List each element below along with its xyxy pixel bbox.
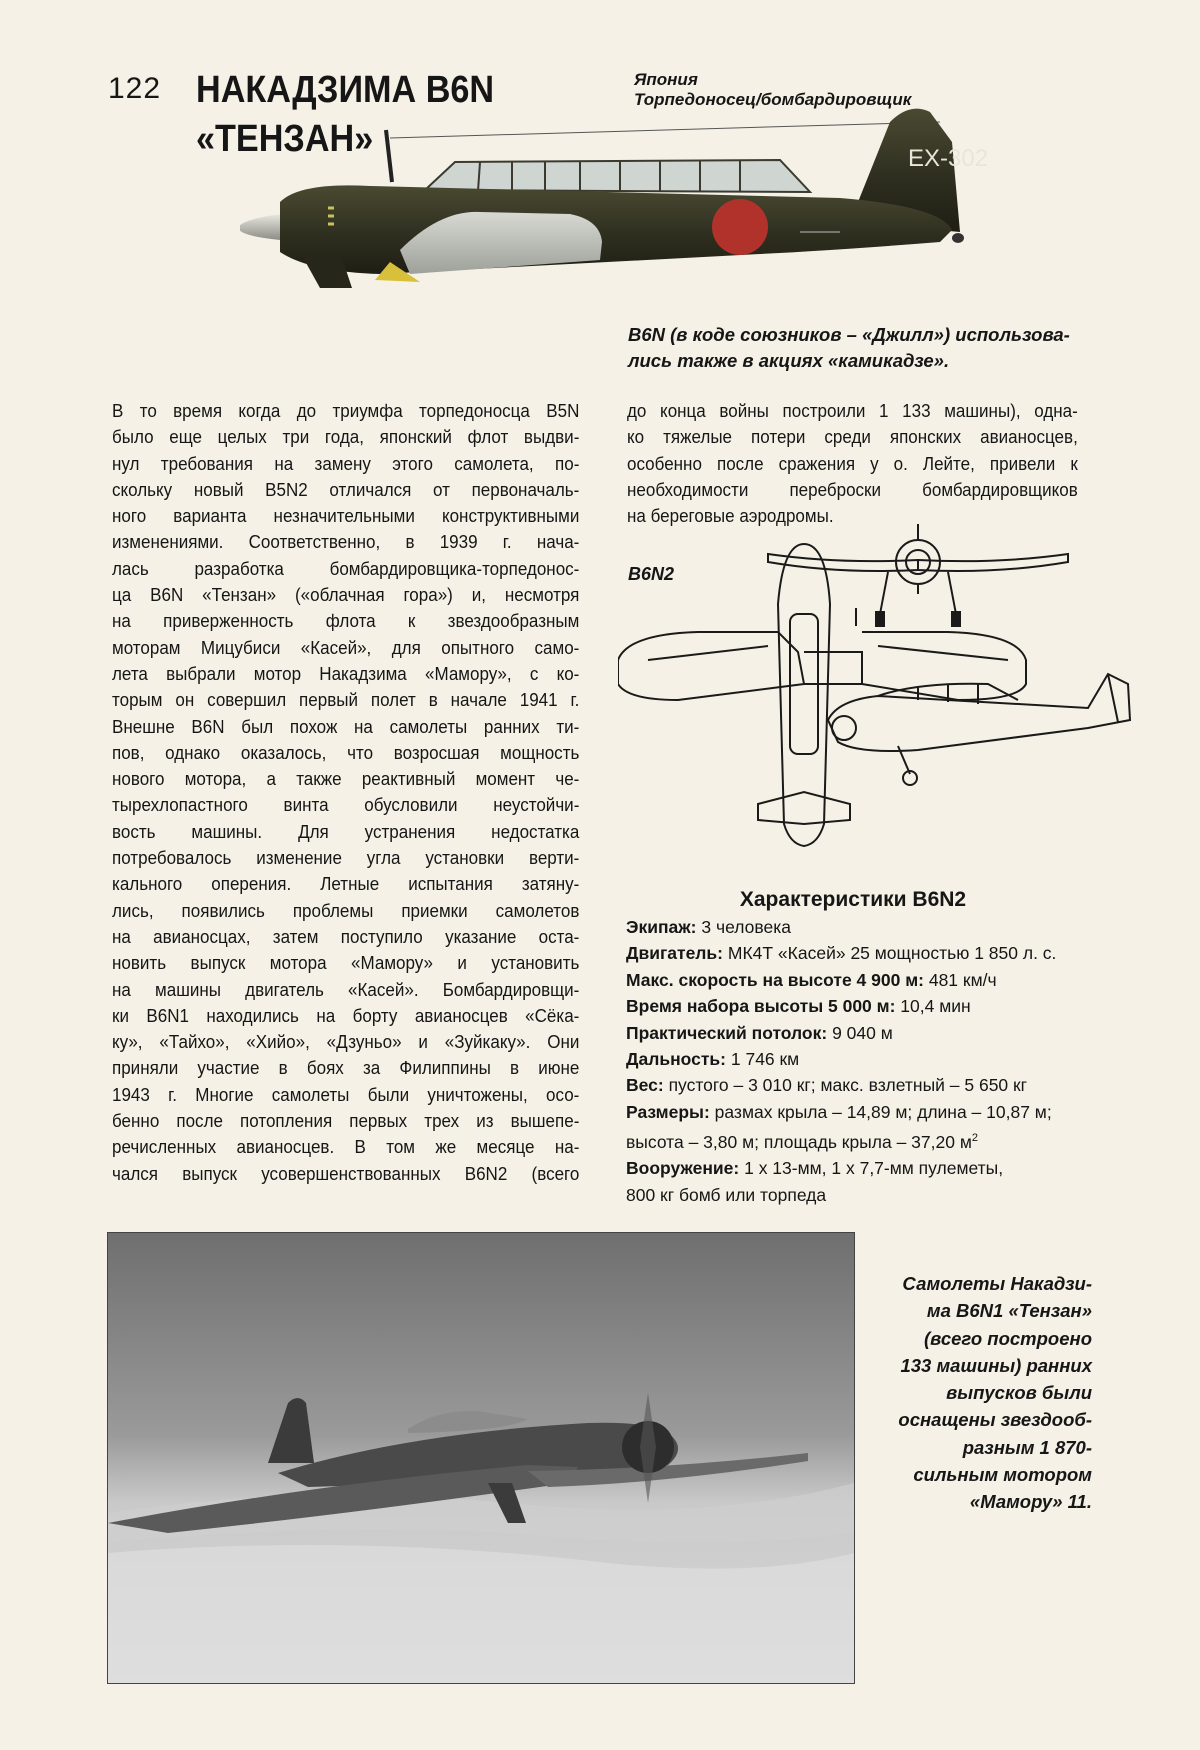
text-line: скольку новый B5N2 отличался от первоначаль- [112, 478, 580, 500]
role-label: Торпедоносец/бомбардировщик [634, 90, 912, 110]
text-line: тырехлопастного винта обусловили неустойчи- [112, 794, 580, 816]
text-line: нул требования на замену этого самолета, по- [112, 452, 580, 474]
three-view-drawing [618, 524, 1138, 884]
canopy [425, 160, 810, 192]
text-line: на авианосцах, затем поступило указание оста- [112, 925, 580, 947]
text-line: необходимости переброски бомбардировщиков [627, 478, 1078, 500]
text-line: кального оперения. Летные испытания затяну- [112, 873, 580, 895]
spec-key: Дальность: [626, 1049, 726, 1070]
spec-value: 1 746 км [726, 1049, 800, 1070]
text-line: ко тяжелые потери среди японских авианосцев, [627, 426, 1078, 448]
page-number: 122 [108, 72, 162, 105]
spec-row [626, 967, 1126, 993]
spec-key: Двигатель: [626, 943, 724, 964]
text-line: моторам Мицубиси «Касей», для опытного само- [112, 636, 580, 658]
country-label: Япония [634, 70, 698, 89]
spec-key: Время набора высоты 5 000 м: [626, 996, 896, 1017]
text-line: вость машины. Для устранения недостатка [112, 820, 580, 842]
specs-title: Характеристики B6N2 [739, 888, 967, 911]
title-line-2: «ТЕНЗАН» [196, 117, 374, 160]
spec-row [626, 1155, 1126, 1181]
text-line: до конца войны построили 1 133 машины), одна- [627, 400, 1078, 421]
spec-row [626, 1020, 1126, 1046]
tail-code: ЕХ-302 [908, 145, 989, 172]
spec-value: 481 км/ч [923, 969, 997, 990]
text-line: речисленных авианосцев. В том же месяце на- [112, 1136, 580, 1158]
caption-line: сильным мотором [913, 1464, 1092, 1486]
spec-key: Экипаж: [626, 917, 697, 937]
spec-value: 3 человека [696, 917, 791, 937]
text-line: Внешне B6N был похож на самолеты ранних ти- [112, 715, 580, 737]
fuselage [280, 185, 952, 274]
spec-key: Вооружение: [626, 1158, 740, 1179]
hinomaru-roundel [712, 199, 768, 255]
caption-line: ма B6N1 «Тензан» [926, 1300, 1092, 1322]
spec-value: размах крыла – 14,89 м; длина – 10,87 м; [709, 1101, 1052, 1122]
caption-line: лись также в акциях «камикадзе». [628, 350, 950, 371]
spec-value: высота – 3,80 м; площадь крыла – 37,20 м [626, 1132, 972, 1153]
aircraft-photo [107, 1232, 855, 1684]
spec-value: 800 кг бомб или торпеда [626, 1184, 827, 1205]
spec-key: Практический потолок: [626, 1022, 828, 1043]
text-line: новить выпуск мотора «Мамору» и установить [112, 952, 580, 974]
text-line: лета выбрали мотор Накадзима «Мамору», с ко- [112, 662, 580, 684]
spec-row [626, 1099, 1126, 1125]
caption-line: выпусков были [946, 1382, 1092, 1404]
title-line-1: НАКАДЗИМА B6N [196, 69, 495, 111]
text-line: торым он совершил первый полет в начале 1941 г. [112, 689, 580, 711]
text-line: ку», «Тайхо», «Хийо», «Дзуньо» и «Зуйкаку». Они [112, 1031, 580, 1053]
spec-row [626, 993, 1126, 1019]
text-line: приняли участие в боях за Филиппины в июне [112, 1057, 580, 1079]
top-view [618, 544, 1026, 846]
text-line: бенно после потопления первых трех из вышепе- [112, 1110, 580, 1132]
spec-value: МК4Т «Касей» 25 мощностью 1 850 л. с. [723, 943, 1057, 964]
text-line: нового мотора, а также реактивный момент че- [112, 768, 580, 790]
text-line: на машины двигатель «Касей». Бомбардировщи- [112, 978, 580, 1000]
spec-value: 10,4 мин [895, 996, 971, 1017]
spec-value: 9 040 м [827, 1022, 893, 1043]
text-line: на приверженность флота к звездообразным [112, 610, 580, 632]
area-exponent: 2 [971, 1132, 978, 1145]
text-line: ца B6N «Тензан» («облачная гора») и, несмотря [112, 584, 580, 606]
text-line: лась разработка бомбардировщика-торпедонос- [112, 557, 580, 579]
text-line: лись, появились проблемы приемки самолетов [112, 899, 580, 921]
caption-line: разным 1 870- [962, 1436, 1092, 1458]
drawing-label: B6N2 [628, 564, 675, 584]
aircraft-profile-illustration [240, 102, 1080, 330]
front-view [768, 524, 1068, 626]
text-line: на береговые аэродромы. [627, 505, 834, 527]
spec-key: Вес: [626, 1075, 664, 1096]
text-line: потребовалось изменение угла установки верти- [112, 847, 580, 869]
caption-line: 133 машины) ранних [900, 1354, 1092, 1376]
side-view [828, 674, 1130, 785]
text-line: ки B6N1 находились на борту авианосцев «Сёка- [112, 1004, 580, 1026]
text-line: изменениями. Соответственно, в 1939 г. нача- [112, 531, 580, 553]
caption-line: B6N (в коде союзников – «Джилл») использова- [628, 324, 1070, 345]
text-line: ного варианта незначительными конструктивными [112, 505, 580, 527]
text-line: было еще целых три года, японский флот выдви- [112, 426, 580, 448]
spec-key: Макс. скорость на высоте 4 900 м: [626, 969, 924, 990]
caption-line: Самолеты Накадзи- [902, 1273, 1092, 1294]
spec-row [626, 1125, 1126, 1155]
text-line: особенно после сражения у о. Лейте, привели к [627, 452, 1078, 474]
text-line: 1943 г. Многие самолеты были уничтожены, осо- [112, 1083, 580, 1105]
main-text-left-column [112, 398, 579, 1187]
spec-row [626, 914, 1126, 940]
spec-row [626, 940, 1126, 966]
caption-line: (всего построено [923, 1327, 1092, 1349]
spec-row [626, 1072, 1126, 1098]
specifications-list [626, 914, 1126, 1208]
propeller-spinner [240, 214, 280, 240]
profile-caption [628, 322, 1088, 374]
photo-caption [860, 1270, 1092, 1516]
main-text-right-column [627, 398, 1078, 529]
spec-value: 1 х 13-мм, 1 х 7,7-мм пулеметы, [739, 1158, 1004, 1179]
spec-row [626, 1046, 1126, 1072]
spec-row [626, 1182, 1126, 1208]
text-line: В то время когда до триумфа торпедоносца B5N [112, 400, 580, 421]
text-line: чался выпуск усовершенствованных B6N2 (всего [112, 1162, 580, 1184]
text-line: пов, однако оказалось, что возросшая мощность [112, 741, 580, 763]
caption-line: «Мамору» 11. [969, 1491, 1092, 1513]
spec-key: Размеры: [626, 1101, 710, 1122]
caption-line: оснащены звездооб- [898, 1409, 1092, 1431]
spec-value: пустого – 3 010 кг; макс. взлетный – 5 650 кг [663, 1075, 1028, 1096]
